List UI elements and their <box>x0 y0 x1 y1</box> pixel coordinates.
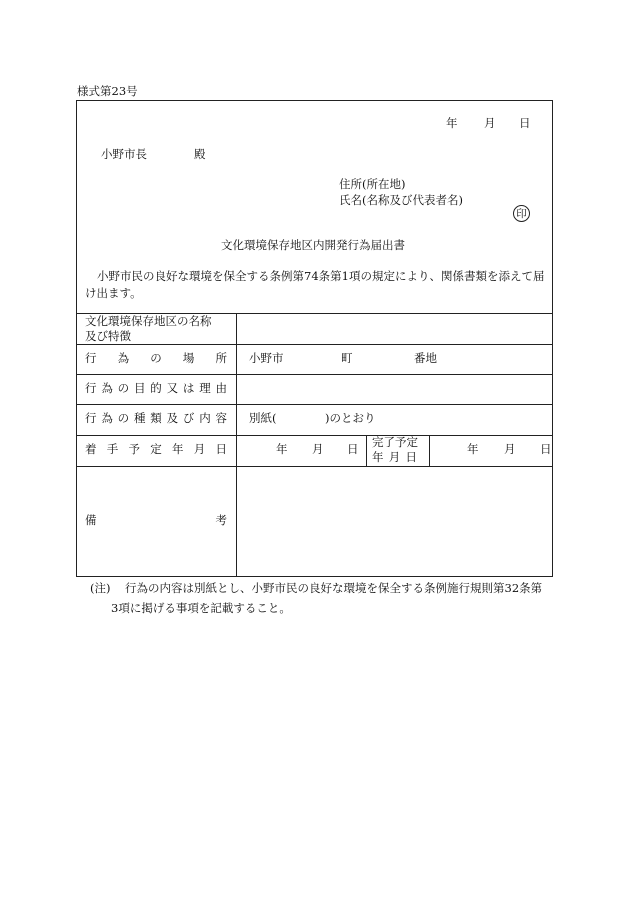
label-char: 種 <box>133 411 146 425</box>
label-char: 着 <box>85 442 97 456</box>
label-char: 予 <box>128 442 140 456</box>
completion-divider-left <box>366 435 367 466</box>
label-char: の <box>117 381 130 395</box>
label-char: 又 <box>166 381 179 395</box>
completion-divider-right <box>429 435 430 466</box>
applicant-name-label: 氏名(名称及び代表者名) <box>339 193 463 207</box>
addressee-mayor: 小野市長 <box>101 147 147 161</box>
label-char: は <box>182 381 195 395</box>
addressee-dono: 殿 <box>194 147 206 161</box>
label-char: 的 <box>150 381 162 395</box>
label-char: の <box>117 411 130 425</box>
row-purpose-label <box>85 383 227 395</box>
table-row-line-2 <box>76 374 553 375</box>
row-location-label <box>85 353 227 365</box>
location-city: 小野市 <box>249 351 284 365</box>
label-char: 行 <box>85 381 97 395</box>
label-char: 日 <box>215 442 227 456</box>
label-char: 年 <box>372 450 384 464</box>
label-char: 年 <box>172 442 184 456</box>
label-char: 内 <box>199 411 211 425</box>
label-char: の <box>150 351 162 365</box>
label-char: 行 <box>85 411 97 425</box>
label-char: 日 <box>405 450 417 464</box>
label-char: 為 <box>101 411 113 425</box>
label-char: 目 <box>133 381 146 395</box>
label-char: 月 <box>388 450 401 464</box>
completion-date-day: 日 <box>540 442 552 456</box>
date-year: 年 <box>446 116 458 130</box>
label-char: 為 <box>101 381 113 395</box>
form-frame <box>76 100 553 577</box>
body-text: 小野市民の良好な環境を保全する条例第74条第1項の規定により、関係書類を添えて届け出ます。 <box>85 269 545 300</box>
note-line2: 3項に掲げる事項を記載すること。 <box>111 601 291 615</box>
completion-label-line1: 完了予定 <box>372 435 418 449</box>
label-char: 為 <box>117 351 130 365</box>
label-char: 類 <box>150 411 162 425</box>
completion-date-year: 年 <box>467 442 479 456</box>
row-remarks-label <box>85 515 227 527</box>
completion-label-line2 <box>372 452 417 464</box>
row-type-label <box>85 413 227 425</box>
completion-date-month: 月 <box>504 442 516 456</box>
label-char: 手 <box>106 442 119 456</box>
form-number: 様式第23号 <box>77 84 138 98</box>
date-day: 日 <box>519 116 531 130</box>
label-char: 理 <box>199 381 211 395</box>
label-char: 備 <box>85 513 97 527</box>
row-start-date-label <box>85 444 227 456</box>
label-char: 場 <box>182 351 195 365</box>
label-char: 由 <box>215 381 227 395</box>
start-date-year: 年 <box>276 442 288 456</box>
label-char: 行 <box>85 351 97 365</box>
table-column-divider <box>236 313 237 577</box>
note-label: (注) <box>90 581 111 595</box>
label-char: 所 <box>215 351 227 365</box>
label-char: 月 <box>193 442 206 456</box>
location-town: 町 <box>341 351 353 365</box>
type-value-prefix: 別紙( <box>249 411 277 425</box>
seal-mark: 印 <box>513 205 530 222</box>
row-district-label-line2: 及び特徴 <box>85 329 131 343</box>
table-row-line-4 <box>76 435 553 436</box>
table-row-line-1 <box>76 344 553 345</box>
label-char: 定 <box>150 442 162 456</box>
note-line1: 行為の内容は別紙とし、小野市民の良好な環境を保全する条例施行規則第32条第 <box>125 581 543 595</box>
location-lot: 番地 <box>414 351 437 365</box>
table-row-line-3 <box>76 404 553 405</box>
start-date-day: 日 <box>347 442 359 456</box>
date-month: 月 <box>484 116 496 130</box>
label-char: び <box>182 411 195 425</box>
label-char: 及 <box>166 411 179 425</box>
row-district-label-line1: 文化環境保存地区の名称 <box>85 314 212 328</box>
table-row-line-5 <box>76 466 553 467</box>
document-title: 文化環境保存地区内開発行為届出書 <box>221 238 405 252</box>
label-char: 容 <box>215 411 227 425</box>
start-date-month: 月 <box>312 442 324 456</box>
label-char: 考 <box>215 513 227 527</box>
type-value-suffix: )のとおり <box>325 411 376 425</box>
applicant-address-label: 住所(所在地) <box>339 177 406 191</box>
